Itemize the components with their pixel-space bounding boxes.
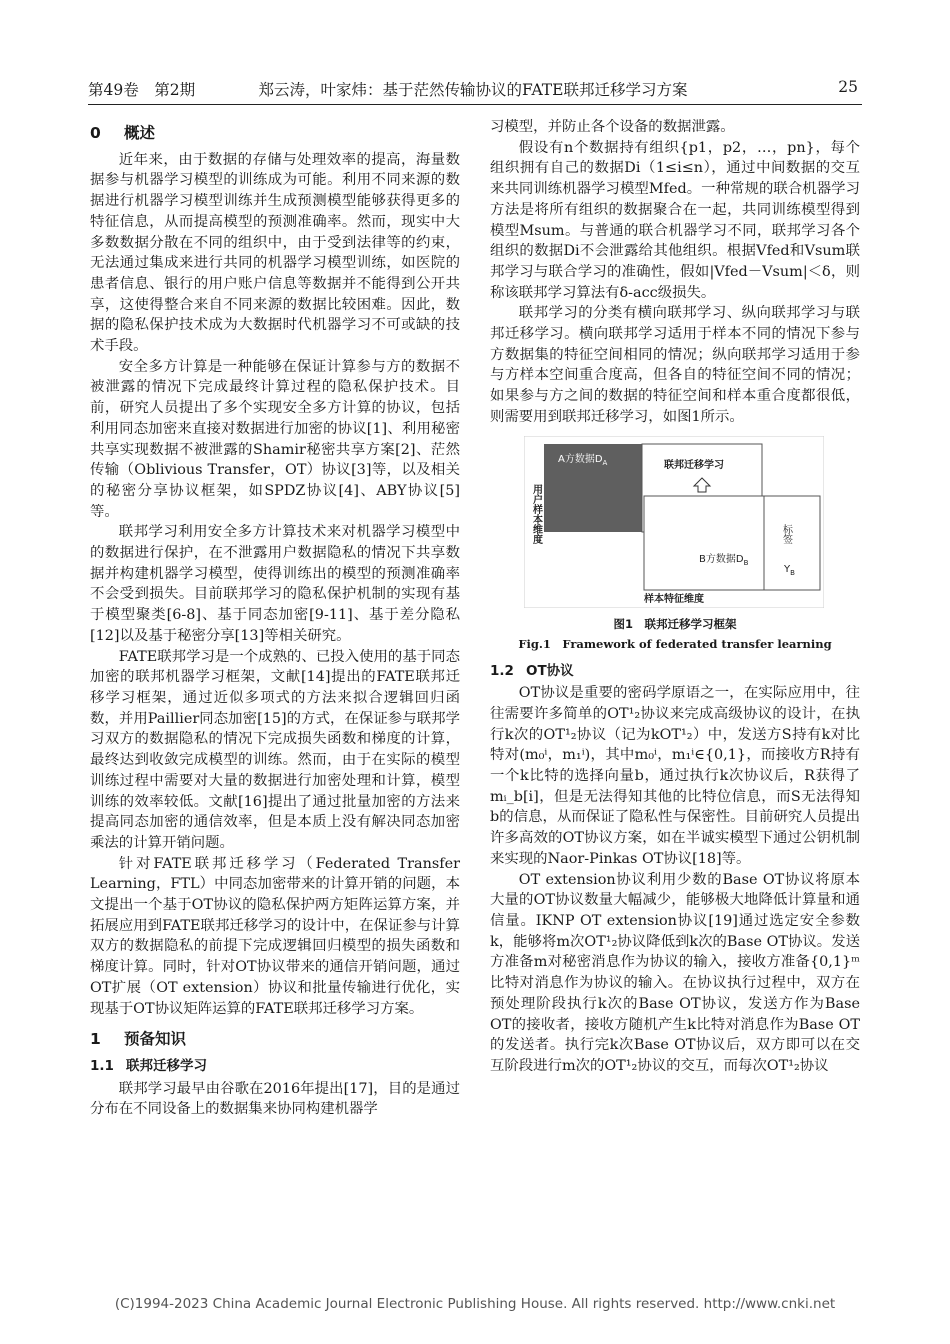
figure-caption-en: Fig.1 Framework of federated transfer learning	[518, 636, 832, 651]
section-title: 概述	[124, 124, 156, 142]
section-number: 1	[90, 1030, 101, 1049]
running-header	[88, 78, 858, 100]
right-column	[490, 117, 860, 1077]
paragraph: 近年来，由于数据的存储与处理效率的提高，海量数据参与机器学习模型的训练成为可能。利用不同来源的数据进行机器学习模型训练并生成预测模型能够获得更多的特征信息，从而提高模型的预测准确率。然而，现实中大多数数据分散在不同的组织中，由于受到法律等的约束，无法通过集成来进行共同的机器学习模型训练，如医院的患者信息、银行的用户账户信息等数据并不能得到公开共享，这使得整合来自不同来源的数据比较困难。因此，数据的隐私保护技术成为大数据时代机器学习不可或缺的技术手段。	[90, 151, 460, 355]
section-number: 0	[90, 124, 101, 142]
subsection-title: 联邦迁移学习	[126, 1057, 207, 1074]
figure-1	[490, 436, 860, 611]
paragraph: 安全多方计算是一种能够在保证计算参与方的数据不被泄露的情况下完成最终计算过程的隐私保护技术。目前，研究人员提出了多个实现安全多方计算的协议，包括利用同态加密来直接对数据进行加密的协议[1]、利用秘密共享实现数据不被泄露的Shamir秘密共享方案[2]、茫然传输（Oblivious Transfer，OT）协议[3]等，以及相关的秘密分享协议框架，如SPDZ协议[4]、ABY协议[5]等。	[90, 358, 461, 520]
page-number: 25	[838, 78, 858, 96]
center-label: 联邦迁移学习	[664, 459, 724, 471]
paragraph: 联邦学习的分类有横向联邦学习、纵向联邦学习与联邦迁移学习。横向联邦学习适用于样本不同的情况下参与方数据集的特征空间相同的情况；纵向联邦学习适用于参与方样本空间重合度高，但各自的特征空间不同的情况；如果参与方之间的数据的特征空间和样本重合度都很低，则需要用到联邦迁移学习，如图1所示。	[490, 305, 860, 425]
party-a-label: A方数据$D_A$	[558, 453, 608, 467]
subsection-heading-1-1	[90, 1056, 460, 1077]
paragraph: 假设有n个数据持有组织{p1，p2，…，pn}，每个组织拥有自己的数据Di（1≤i≤n），通过中间数据的交互来共同训练机器学习模型Mfed。一种常规的联合机器学习方法是将所有组织的数据聚合在一起，共同训练模型得到模型Msum。与普通的联合机器学习不同，联邦学习各个组织的数据Di不会泄露给其他组织。根据Vfed和Vsum联邦学习与联合学习的准确性，假如|Vfed－Vsum|＜δ，则称该联邦学习算法有δ-acc级损失。	[490, 139, 860, 301]
section-heading-1	[90, 1029, 460, 1050]
paragraph: 联邦学习最早由谷歌在2016年提出[17]，目的是通过分布在不同设备上的数据集来协同构建机器学	[90, 1080, 460, 1118]
subsection-number: 1.1	[90, 1057, 114, 1074]
party-b-label: B方数据$D_B$	[699, 553, 749, 567]
copyright-footer: (C)1994-2023 China Academic Journal Electronic Publishing House. All rights reserved. http://www.cnki.net	[114, 1296, 836, 1312]
paragraph: OT协议是重要的密码学原语之一，在实际应用中，往往需要许多简单的OT¹₂协议来完成高级协议的设计，在执行k次的OT¹₂协议（记为kOT¹₂）中，发送方S持有k对比特对(m₀ⁱ，m₁ⁱ)，其中m₀ⁱ，m₁ⁱ∈{0,1}，而接收方R持有一个k比特的选择向量b，通过执行k次协议后，R获得了mᵢ_b[i]，但是无法得知其他的比特位信息，而S无法得知b的信息，从而保证了隐私性与保密性。目前研究人员提出许多高效的OT协议方案，如在半诚实模型下通过公钥机制来实现的Naor-Pinkas OT协议[18]等。	[490, 685, 860, 867]
paragraph: FATE联邦学习是一个成熟的、已投入使用的基于同态加密的联邦机器学习框架，文献[14]提出的FATE联邦迁移学习框架，通过近似多项式的方法来拟合逻辑回归函数，并用Paillier同态加密[15]的方式，在保证参与联邦学习双方的数据隐私的情况下完成损失函数和梯度的计算，最终达到收敛完成模型的训练。然而，由于在实际的模型训练过程中需要对大量的数据进行加密处理和计算，模型训练的效率较低。文献[16]提出了通过批量加密的方法来提高同态加密的通信效率，但是本质上没有解决同态加密乘法的计算开销问题。	[90, 648, 460, 851]
federated-transfer-diagram	[524, 436, 824, 608]
subsection-title: OT协议	[526, 662, 574, 679]
left-column	[90, 117, 460, 1120]
paragraph: 针对FATE联邦迁移学习（Federated Transfer Learning，FTL）中同态加密带来的计算开销的问题，本文提出一个基于OT协议的隐私保护两方矩阵运算方案，并拓展应用到FATE联邦迁移学习的设计中，在保证参与计算双方的数据隐私的前提下完成逻辑回归模型的损失函数和梯度计算。同时，针对OT协议带来的通信开销问题，通过OT扩展（OT extension）协议和批量传输进行优化，实现基于OT协议矩阵运算的FATE联邦迁移学习方案。	[90, 855, 460, 1017]
section-title: 预备知识	[124, 1030, 187, 1049]
subsection-number: 1.2	[490, 662, 514, 679]
label-column-title: 标签	[780, 523, 792, 544]
figure-caption-cn: 图1 联邦迁移学习框架	[613, 616, 737, 631]
section-heading-0	[90, 123, 460, 144]
running-title: 郑云涛，叶家炜：基于茫然传输协议的FATE联邦迁移学习方案	[258, 81, 688, 99]
volume-issue: 第49卷 第2期	[88, 81, 196, 99]
x-axis-label: 样本特征维度	[644, 593, 704, 605]
paragraph: 习模型，并防止各个设备的数据泄露。	[490, 119, 735, 135]
label-yb: $Y_B$	[784, 563, 795, 577]
subsection-heading-1-2	[490, 661, 860, 682]
paragraph: 联邦学习利用安全多方计算技术来对机器学习模型中的数据进行保护，在不泄露用户数据隐私的情况下共享数据并构建机器学习模型，使得训练出的模型的预测准确率不会受到损失。目前联邦学习的隐私保护机制的实现有基于模型聚类[6-8]、基于同态加密[9-11]、基于差分隐私[12]以及基于秘密分享[13]等相关研究。	[90, 524, 460, 644]
y-axis-label: 用户样本维度	[530, 483, 542, 544]
paragraph: OT extension协议利用少数的Base OT协议将原本大量的OT协议数量大幅减少，能够极大地降低计算量和通信量。IKNP OT extension协议[19]通过选定安全参数k，能够将m次OT¹₂协议降低到k次的Base OT协议。发送方准备m对秘密消息作为协议的输入，接收方准备{0,1}ᵐ比特对消息作为协议的输入。在协议执行过程中，双方在预处理阶段执行k次的Base OT协议，发送方作为Base OT的接收者，接收方随机产生k比特对消息作为Base OT的发送者。执行完k次Base OT协议后，双方即可以在交互阶段进行m次的OT¹₂协议的交互，而每次OT¹₂协议	[490, 871, 860, 1074]
header-rule	[88, 104, 862, 105]
